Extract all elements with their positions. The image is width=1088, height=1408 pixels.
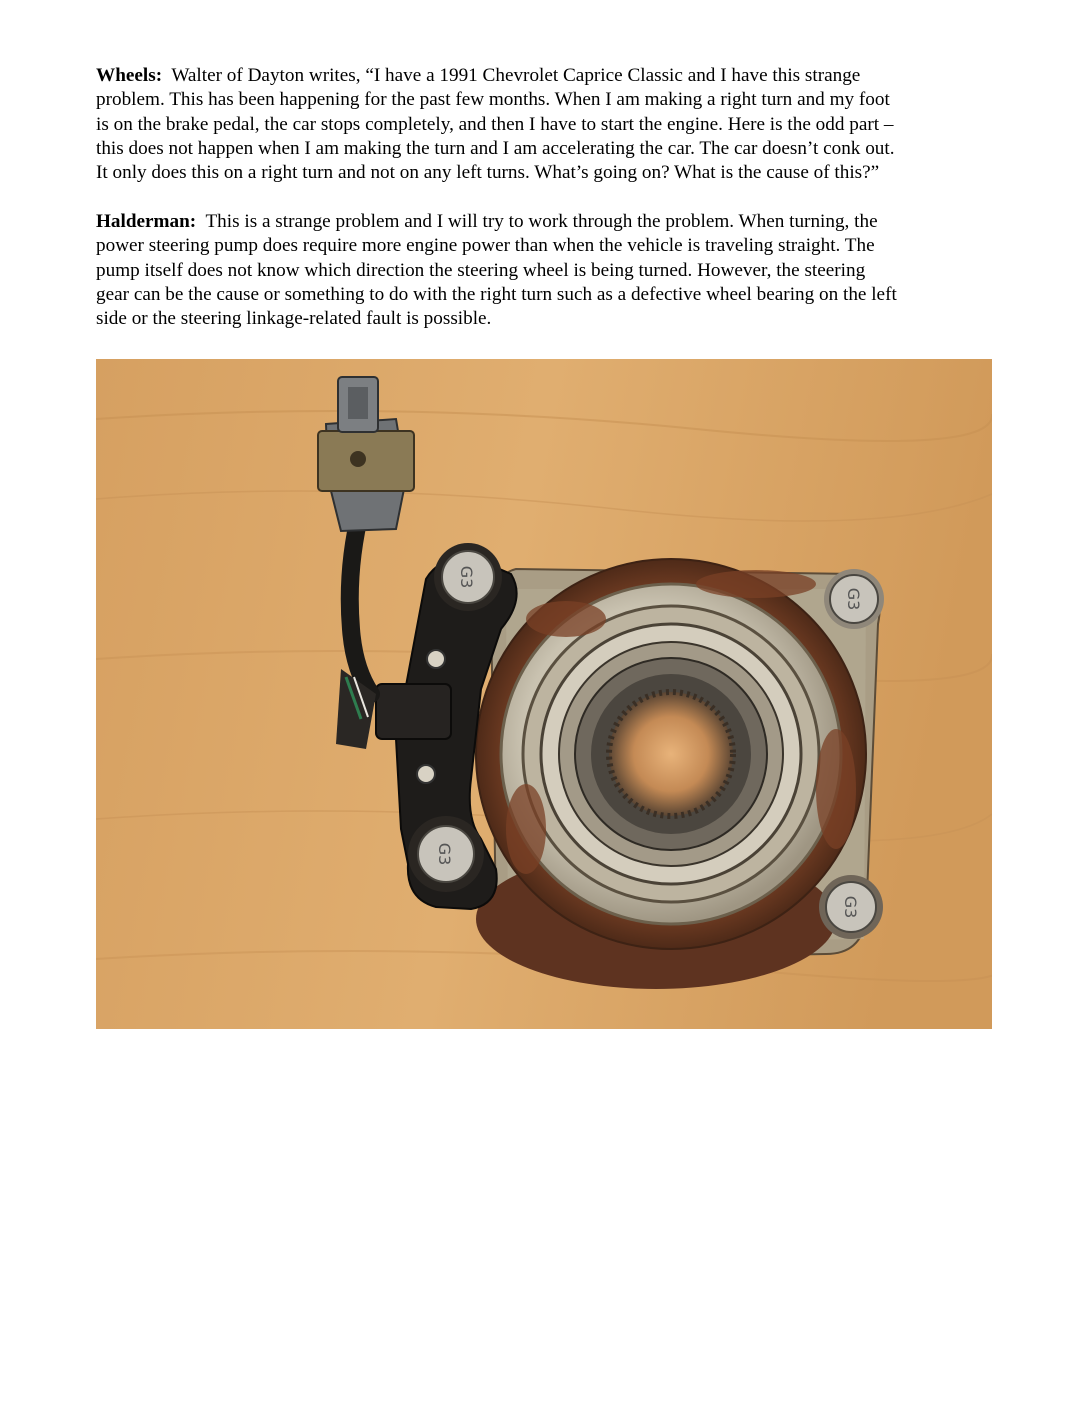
paragraph-line: side or the steering linkage-related fault is possible.	[96, 308, 492, 330]
bolt-top-right	[824, 569, 884, 629]
paragraph-label: Halderman:	[96, 211, 197, 232]
bolt-marking: G3	[457, 565, 476, 589]
wheel-bearing-photo	[96, 359, 992, 1029]
bolt-bottom-left	[408, 816, 484, 892]
paragraph-line: gear can be the cause or something to do with the right turn such as a defective wheel bearing on the left	[96, 283, 897, 305]
paragraph-line: Halderman: This is a strange problem and I will try to work through the problem. When turning, the	[96, 211, 878, 232]
bolt-top-left	[434, 543, 502, 611]
bolt-bottom-right	[819, 875, 883, 939]
paragraph-line: Wheels: Walter of Dayton writes, “I have a 1991 Chevrolet Caprice Classic and I have this strange	[96, 65, 861, 86]
paragraph-label: Wheels:	[96, 65, 163, 86]
paragraph-line: is on the brake pedal, the car stops completely, and then I have to start the engine. Here is the odd part –	[96, 113, 894, 135]
paragraph-line: power steering pump does require more engine power than when the vehicle is traveling straight. The	[96, 235, 875, 257]
answer-paragraph	[96, 210, 996, 331]
bolt-marking: G3	[844, 587, 863, 611]
paragraph-line: this does not happen when I am making the turn and I am accelerating the car. The car doesn’t conk out.	[96, 137, 895, 159]
paragraph-line: pump itself does not know which direction the steering wheel is being turned. However, the steering	[96, 259, 866, 281]
paragraph-line: It only does this on a right turn and not on any left turns. What’s going on? What is the cause of this?”	[96, 162, 880, 184]
bolt-marking: G3	[435, 842, 454, 866]
question-paragraph	[96, 64, 996, 185]
bolt-marking: G3	[841, 895, 860, 919]
paragraph-line: problem. This has been happening for the past few months. When I am making a right turn and my foot	[96, 89, 890, 111]
